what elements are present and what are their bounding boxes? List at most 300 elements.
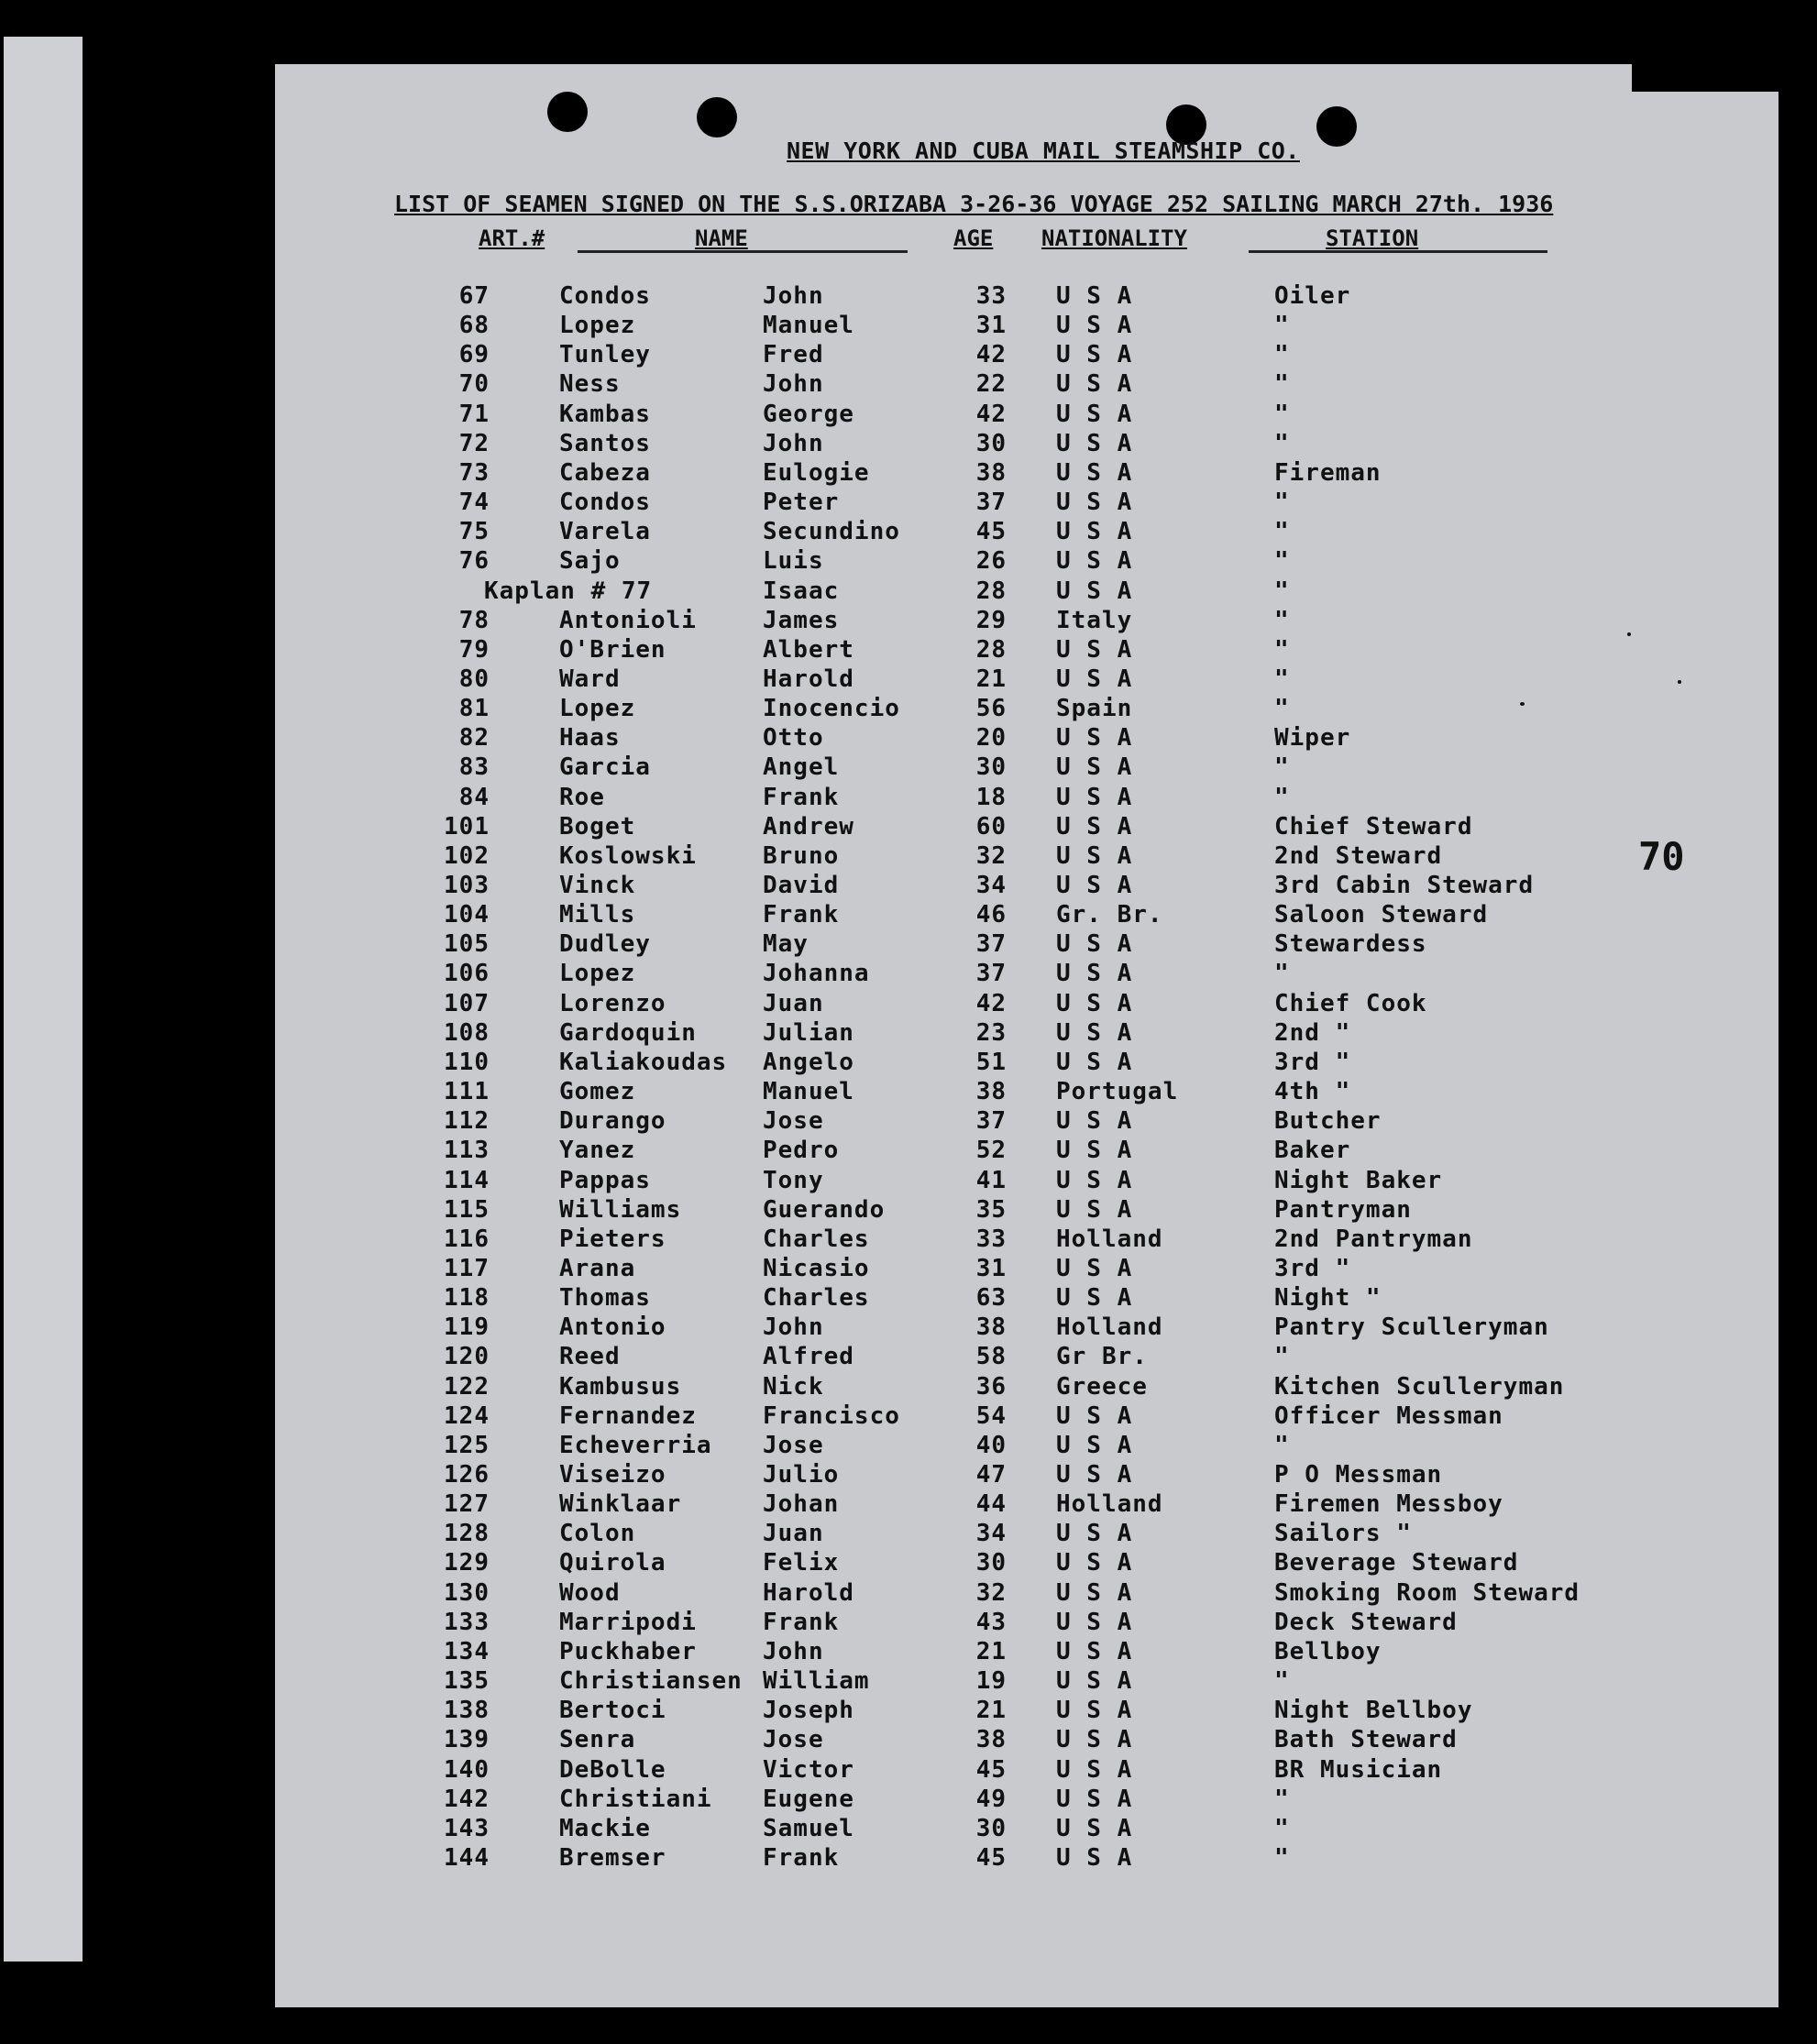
age: 28 bbox=[975, 635, 1007, 664]
nationality: U S A bbox=[1056, 1431, 1133, 1459]
age: 54 bbox=[975, 1401, 1007, 1430]
nationality: U S A bbox=[1056, 753, 1133, 782]
table-row bbox=[275, 1255, 1778, 1284]
speck bbox=[1520, 702, 1525, 706]
art-number: 75 bbox=[458, 518, 490, 546]
first-name: Julian bbox=[763, 1018, 854, 1047]
table-row bbox=[275, 1490, 1778, 1520]
station: 3rd Cabin Steward bbox=[1274, 872, 1535, 899]
station: " bbox=[1274, 489, 1290, 517]
nationality: U S A bbox=[1056, 930, 1133, 959]
nationality: U S A bbox=[1056, 458, 1133, 487]
nationality: Holland bbox=[1056, 1490, 1163, 1519]
station: " bbox=[1274, 518, 1290, 546]
age: 31 bbox=[975, 312, 1007, 340]
age: 38 bbox=[975, 458, 1007, 487]
surname: Kambusus bbox=[559, 1372, 682, 1401]
nationality: U S A bbox=[1056, 1461, 1133, 1489]
table-row bbox=[275, 813, 1778, 842]
art-number: 115 bbox=[444, 1195, 490, 1224]
first-name: Angel bbox=[763, 753, 840, 782]
nationality: U S A bbox=[1056, 635, 1133, 664]
surname: Varela bbox=[559, 518, 651, 546]
art-number: 133 bbox=[444, 1608, 490, 1636]
station: " bbox=[1274, 665, 1290, 693]
table-row bbox=[275, 930, 1778, 960]
table-row bbox=[275, 1579, 1778, 1609]
first-name: Pedro bbox=[763, 1137, 840, 1165]
age: 18 bbox=[975, 783, 1007, 811]
table-row bbox=[275, 489, 1778, 518]
surname: Bremser bbox=[559, 1843, 666, 1872]
nationality: U S A bbox=[1056, 783, 1133, 811]
station: Sailors " bbox=[1274, 1520, 1412, 1548]
nationality: U S A bbox=[1056, 577, 1133, 605]
age: 21 bbox=[975, 665, 1007, 693]
first-name: Otto bbox=[763, 724, 824, 753]
first-name: Manuel bbox=[763, 1078, 854, 1106]
art-number: 114 bbox=[444, 1166, 490, 1194]
surname: Condos bbox=[559, 282, 651, 310]
age: 49 bbox=[975, 1785, 1007, 1813]
art-number: 78 bbox=[458, 606, 490, 634]
nationality: U S A bbox=[1056, 429, 1133, 457]
document-title: NEW YORK AND CUBA MAIL STEAMSHIP CO. bbox=[787, 137, 1300, 164]
nationality: U S A bbox=[1056, 1195, 1133, 1224]
station: " bbox=[1274, 547, 1290, 576]
nationality: U S A bbox=[1056, 872, 1133, 899]
surname: Antonioli bbox=[559, 606, 697, 634]
table-row bbox=[275, 1343, 1778, 1372]
art-number: 120 bbox=[444, 1343, 490, 1371]
first-name: May bbox=[763, 930, 809, 959]
art-number: 113 bbox=[444, 1137, 490, 1165]
first-name: Johanna bbox=[763, 960, 870, 988]
station: P O Messman bbox=[1274, 1461, 1443, 1489]
table-row bbox=[275, 695, 1778, 724]
surname: Echeverria bbox=[559, 1431, 712, 1459]
art-number: 103 bbox=[444, 872, 490, 899]
nationality: Holland bbox=[1056, 1313, 1163, 1342]
nationality: U S A bbox=[1056, 1667, 1133, 1696]
first-name: John bbox=[763, 282, 824, 310]
table-row bbox=[275, 401, 1778, 430]
document-page bbox=[275, 64, 1778, 2007]
first-name: James bbox=[763, 606, 840, 634]
table-row bbox=[275, 636, 1778, 665]
surname: Fernandez bbox=[559, 1401, 697, 1430]
first-name: Isaac bbox=[763, 577, 840, 605]
surname: Gardoquin bbox=[559, 1018, 697, 1047]
art-number: 134 bbox=[444, 1637, 490, 1665]
nationality: U S A bbox=[1056, 1785, 1133, 1813]
age: 33 bbox=[975, 1225, 1007, 1253]
first-name: Angelo bbox=[763, 1048, 854, 1076]
art-number: 130 bbox=[444, 1578, 490, 1607]
first-name: Luis bbox=[763, 547, 824, 576]
age: 34 bbox=[975, 872, 1007, 899]
station: " bbox=[1274, 400, 1290, 428]
age: 38 bbox=[975, 1313, 1007, 1342]
table-row bbox=[275, 784, 1778, 813]
table-row bbox=[275, 547, 1778, 577]
age: 45 bbox=[975, 1843, 1007, 1872]
first-name: Andrew bbox=[763, 812, 854, 841]
age: 45 bbox=[975, 1755, 1007, 1784]
first-name: Jose bbox=[763, 1431, 824, 1459]
age: 36 bbox=[975, 1372, 1007, 1401]
nationality: Greece bbox=[1056, 1372, 1148, 1401]
surname: Cabeza bbox=[559, 458, 651, 487]
first-name: Francisco bbox=[763, 1401, 900, 1430]
art-number: 67 bbox=[458, 282, 490, 310]
nationality: U S A bbox=[1056, 1843, 1133, 1872]
first-name: John bbox=[763, 429, 824, 457]
nationality: U S A bbox=[1056, 1048, 1133, 1076]
age: 37 bbox=[975, 1107, 1007, 1136]
first-name: John bbox=[763, 1637, 824, 1665]
table-row bbox=[275, 341, 1778, 370]
station: " bbox=[1274, 753, 1290, 782]
art-number: 142 bbox=[444, 1785, 490, 1813]
station: Night Baker bbox=[1274, 1166, 1443, 1194]
art-number: 68 bbox=[458, 312, 490, 340]
age: 21 bbox=[975, 1637, 1007, 1665]
table-row bbox=[275, 1609, 1778, 1638]
age: 44 bbox=[975, 1490, 1007, 1519]
nationality: U S A bbox=[1056, 1755, 1133, 1784]
nationality: U S A bbox=[1056, 1549, 1133, 1577]
age: 32 bbox=[975, 1578, 1007, 1607]
table-row bbox=[275, 1019, 1778, 1049]
surname: Pappas bbox=[559, 1166, 651, 1194]
art-number: Kaplan # 77 bbox=[484, 577, 653, 605]
art-number: 118 bbox=[444, 1284, 490, 1313]
art-number: 71 bbox=[458, 400, 490, 428]
station: Fireman bbox=[1274, 458, 1382, 487]
art-number: 143 bbox=[444, 1814, 490, 1842]
station: Bath Steward bbox=[1274, 1726, 1458, 1754]
art-number: 129 bbox=[444, 1549, 490, 1577]
surname: Ward bbox=[559, 665, 621, 693]
first-name: Fred bbox=[763, 341, 824, 369]
surname: Kambas bbox=[559, 400, 651, 428]
first-name: Alfred bbox=[763, 1343, 854, 1371]
table-row bbox=[275, 577, 1778, 607]
torn-corner bbox=[1632, 64, 1778, 92]
art-number: 73 bbox=[458, 458, 490, 487]
nationality: U S A bbox=[1056, 1284, 1133, 1313]
first-name: Harold bbox=[763, 1578, 854, 1607]
art-number: 79 bbox=[458, 635, 490, 664]
age: 42 bbox=[975, 341, 1007, 369]
station: Butcher bbox=[1274, 1107, 1382, 1136]
station: Beverage Steward bbox=[1274, 1549, 1519, 1577]
station: Chief Cook bbox=[1274, 989, 1427, 1017]
art-number: 144 bbox=[444, 1843, 490, 1872]
age: 58 bbox=[975, 1343, 1007, 1371]
first-name: George bbox=[763, 400, 854, 428]
age: 34 bbox=[975, 1520, 1007, 1548]
age: 30 bbox=[975, 753, 1007, 782]
table-row bbox=[275, 872, 1778, 901]
first-name: John bbox=[763, 370, 824, 399]
station: Oiler bbox=[1274, 282, 1351, 310]
surname: Sajo bbox=[559, 547, 621, 576]
age: 29 bbox=[975, 606, 1007, 634]
table-row bbox=[275, 1313, 1778, 1343]
first-name: Juan bbox=[763, 1520, 824, 1548]
surname: Lopez bbox=[559, 312, 636, 340]
surname: O'Brien bbox=[559, 635, 666, 664]
nationality: U S A bbox=[1056, 312, 1133, 340]
table-row bbox=[275, 753, 1778, 783]
station: Night Bellboy bbox=[1274, 1697, 1473, 1725]
station: " bbox=[1274, 1431, 1290, 1459]
table-row bbox=[275, 1638, 1778, 1667]
art-number: 117 bbox=[444, 1254, 490, 1282]
nationality: U S A bbox=[1056, 1018, 1133, 1047]
station: 3rd " bbox=[1274, 1254, 1351, 1282]
station: Saloon Steward bbox=[1274, 901, 1489, 929]
art-number: 80 bbox=[458, 665, 490, 693]
station: Smoking Room Steward bbox=[1274, 1578, 1580, 1607]
first-name: Felix bbox=[763, 1549, 840, 1577]
table-row bbox=[275, 1402, 1778, 1432]
nationality: U S A bbox=[1056, 1608, 1133, 1636]
surname: Mackie bbox=[559, 1814, 651, 1842]
page-number: 70 bbox=[1638, 834, 1685, 879]
age: 38 bbox=[975, 1078, 1007, 1106]
nationality: Holland bbox=[1056, 1225, 1163, 1253]
header-art: ART.# bbox=[479, 225, 545, 251]
table-row bbox=[275, 1726, 1778, 1755]
nationality: Portugal bbox=[1056, 1078, 1179, 1106]
age: 30 bbox=[975, 1549, 1007, 1577]
station: Bellboy bbox=[1274, 1637, 1382, 1665]
station: " bbox=[1274, 341, 1290, 369]
art-number: 126 bbox=[444, 1461, 490, 1489]
station: " bbox=[1274, 1667, 1290, 1696]
age: 38 bbox=[975, 1726, 1007, 1754]
nationality: U S A bbox=[1056, 1520, 1133, 1548]
header-age: AGE bbox=[953, 225, 994, 251]
table-row bbox=[275, 665, 1778, 695]
nationality: U S A bbox=[1056, 341, 1133, 369]
surname: Vinck bbox=[559, 872, 636, 899]
age: 43 bbox=[975, 1608, 1007, 1636]
table-row bbox=[275, 1107, 1778, 1137]
station: Pantry Sculleryman bbox=[1274, 1313, 1549, 1342]
surname: Santos bbox=[559, 429, 651, 457]
station: Chief Steward bbox=[1274, 812, 1473, 841]
station: " bbox=[1274, 577, 1290, 605]
nationality: U S A bbox=[1056, 1697, 1133, 1725]
nationality: U S A bbox=[1056, 370, 1133, 399]
age: 30 bbox=[975, 1814, 1007, 1842]
nationality: U S A bbox=[1056, 1107, 1133, 1136]
surname: Marripodi bbox=[559, 1608, 697, 1636]
nationality: U S A bbox=[1056, 841, 1133, 870]
surname: Winklaar bbox=[559, 1490, 682, 1519]
first-name: Charles bbox=[763, 1225, 870, 1253]
art-number: 138 bbox=[444, 1697, 490, 1725]
station: 3rd " bbox=[1274, 1048, 1351, 1076]
age: 19 bbox=[975, 1667, 1007, 1696]
header-nationality: NATIONALITY bbox=[1041, 225, 1187, 251]
first-name: Frank bbox=[763, 783, 840, 811]
first-name: Joseph bbox=[763, 1697, 854, 1725]
surname: Lorenzo bbox=[559, 989, 666, 1017]
station: Stewardess bbox=[1274, 930, 1427, 959]
surname: Williams bbox=[559, 1195, 682, 1224]
station: Night " bbox=[1274, 1284, 1382, 1313]
first-name: Jose bbox=[763, 1726, 824, 1754]
age: 56 bbox=[975, 695, 1007, 723]
station: " bbox=[1274, 606, 1290, 634]
nationality: U S A bbox=[1056, 518, 1133, 546]
station: 4th " bbox=[1274, 1078, 1351, 1106]
surname: Kaliakoudas bbox=[559, 1048, 728, 1076]
table-row bbox=[275, 1520, 1778, 1549]
first-name: Samuel bbox=[763, 1814, 854, 1842]
punch-hole bbox=[1316, 106, 1357, 147]
nationality: U S A bbox=[1056, 1578, 1133, 1607]
speck bbox=[1678, 680, 1681, 684]
punch-hole bbox=[547, 92, 588, 132]
surname: Roe bbox=[559, 783, 605, 811]
station: Officer Messman bbox=[1274, 1401, 1503, 1430]
surname: Dudley bbox=[559, 930, 651, 959]
station: " bbox=[1274, 635, 1290, 664]
first-name: Frank bbox=[763, 901, 840, 929]
age: 37 bbox=[975, 489, 1007, 517]
surname: Lopez bbox=[559, 960, 636, 988]
nationality: Italy bbox=[1056, 606, 1133, 634]
age: 51 bbox=[975, 1048, 1007, 1076]
art-number: 107 bbox=[444, 989, 490, 1017]
age: 52 bbox=[975, 1137, 1007, 1165]
surname: Yanez bbox=[559, 1137, 636, 1165]
first-name: Inocencio bbox=[763, 695, 900, 723]
station: " bbox=[1274, 1343, 1290, 1371]
age: 46 bbox=[975, 901, 1007, 929]
nationality: U S A bbox=[1056, 1166, 1133, 1194]
station: " bbox=[1274, 312, 1290, 340]
art-number: 72 bbox=[458, 429, 490, 457]
table-row bbox=[275, 724, 1778, 753]
surname: Garcia bbox=[559, 753, 651, 782]
surname: Bertoci bbox=[559, 1697, 666, 1725]
table-row bbox=[275, 901, 1778, 930]
station: 2nd Steward bbox=[1274, 841, 1443, 870]
table-row bbox=[275, 430, 1778, 459]
nationality: U S A bbox=[1056, 1726, 1133, 1754]
punch-hole bbox=[697, 97, 737, 137]
art-number: 124 bbox=[444, 1401, 490, 1430]
first-name: Guerando bbox=[763, 1195, 886, 1224]
first-name: Tony bbox=[763, 1166, 824, 1194]
station: Baker bbox=[1274, 1137, 1351, 1165]
station: Pantryman bbox=[1274, 1195, 1412, 1224]
surname: Viseizo bbox=[559, 1461, 666, 1489]
table-row bbox=[275, 1756, 1778, 1786]
first-name: William bbox=[763, 1667, 870, 1696]
surname: Thomas bbox=[559, 1284, 651, 1313]
surname: DeBolle bbox=[559, 1755, 666, 1784]
nationality: U S A bbox=[1056, 1401, 1133, 1430]
art-number: 104 bbox=[444, 901, 490, 929]
art-number: 82 bbox=[458, 724, 490, 753]
station: Firemen Messboy bbox=[1274, 1490, 1503, 1519]
age: 63 bbox=[975, 1284, 1007, 1313]
art-number: 108 bbox=[444, 1018, 490, 1047]
station: " bbox=[1274, 1814, 1290, 1842]
station: BR Musician bbox=[1274, 1755, 1443, 1784]
art-number: 106 bbox=[444, 960, 490, 988]
first-name: John bbox=[763, 1313, 824, 1342]
age: 35 bbox=[975, 1195, 1007, 1224]
art-number: 76 bbox=[458, 547, 490, 576]
table-row bbox=[275, 1078, 1778, 1107]
age: 37 bbox=[975, 960, 1007, 988]
surname: Arana bbox=[559, 1254, 636, 1282]
first-name: Frank bbox=[763, 1608, 840, 1636]
first-name: Secundino bbox=[763, 518, 900, 546]
art-number: 69 bbox=[458, 341, 490, 369]
nationality: Gr Br. bbox=[1056, 1343, 1148, 1371]
age: 40 bbox=[975, 1431, 1007, 1459]
surname: Reed bbox=[559, 1343, 621, 1371]
first-name: Juan bbox=[763, 989, 824, 1017]
document-subtitle: LIST OF SEAMEN SIGNED ON THE S.S.ORIZABA 3-26-36 VOYAGE 252 SAILING MARCH 27th. 1936 bbox=[394, 191, 1554, 217]
station: " bbox=[1274, 783, 1290, 811]
station: " bbox=[1274, 429, 1290, 457]
table-row bbox=[275, 1844, 1778, 1874]
art-number: 139 bbox=[444, 1726, 490, 1754]
surname: Lopez bbox=[559, 695, 636, 723]
age: 30 bbox=[975, 429, 1007, 457]
table-row bbox=[275, 1815, 1778, 1844]
table-row bbox=[275, 1461, 1778, 1490]
first-name: Peter bbox=[763, 489, 840, 517]
age: 32 bbox=[975, 841, 1007, 870]
table-row bbox=[275, 1432, 1778, 1461]
age: 45 bbox=[975, 518, 1007, 546]
art-number: 127 bbox=[444, 1490, 490, 1519]
nationality: U S A bbox=[1056, 960, 1133, 988]
art-number: 110 bbox=[444, 1048, 490, 1076]
header-name: NAME bbox=[695, 225, 748, 251]
nationality: U S A bbox=[1056, 724, 1133, 753]
table-row bbox=[275, 1049, 1778, 1078]
surname: Koslowski bbox=[559, 841, 697, 870]
station: " bbox=[1274, 1843, 1290, 1872]
art-number: 122 bbox=[444, 1372, 490, 1401]
surname: Colon bbox=[559, 1520, 636, 1548]
nationality: U S A bbox=[1056, 1637, 1133, 1665]
nationality: U S A bbox=[1056, 812, 1133, 841]
left-page-edge bbox=[4, 37, 83, 1962]
art-number: 111 bbox=[444, 1078, 490, 1106]
age: 33 bbox=[975, 282, 1007, 310]
surname: Ness bbox=[559, 370, 621, 399]
station: 2nd Pantryman bbox=[1274, 1225, 1473, 1253]
nationality: U S A bbox=[1056, 1137, 1133, 1165]
age: 47 bbox=[975, 1461, 1007, 1489]
nationality: U S A bbox=[1056, 1254, 1133, 1282]
surname: Christiani bbox=[559, 1785, 712, 1813]
